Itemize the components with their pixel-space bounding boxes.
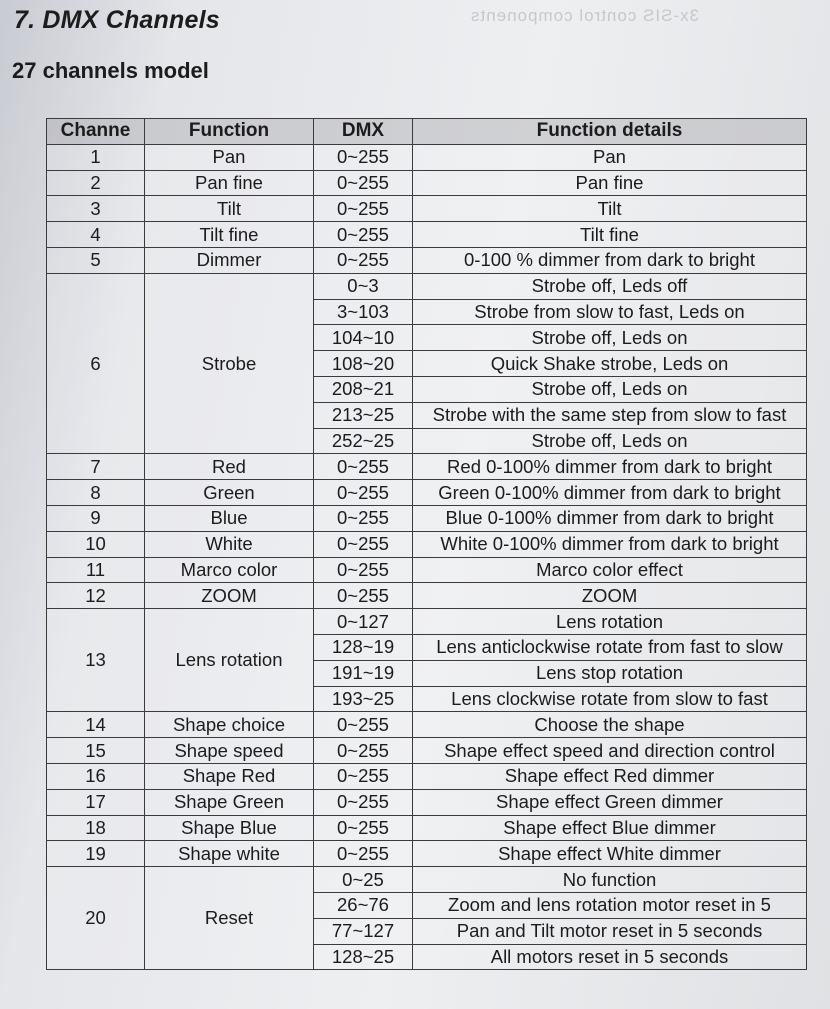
function-details-cell: Red 0-100% dimmer from dark to bright: [413, 454, 807, 480]
header-channel: Channe: [47, 119, 145, 145]
table-row: [47, 815, 807, 841]
function-cell: Pan fine: [145, 170, 314, 196]
dmx-range-cell: 0~255: [314, 841, 413, 867]
header-dmx: DMX: [314, 119, 413, 145]
function-details-cell: Zoom and lens rotation motor reset in 5: [413, 892, 807, 918]
table-body: [47, 144, 807, 970]
function-cell: Tilt fine: [145, 222, 314, 248]
dmx-range-cell: 0~255: [314, 454, 413, 480]
function-details-cell: Marco color effect: [413, 557, 807, 583]
dmx-range-cell: 0~255: [314, 738, 413, 764]
table-row: [47, 763, 807, 789]
function-cell: Pan: [145, 144, 314, 170]
dmx-range-cell: 0~3: [314, 273, 413, 299]
function-cell: Dimmer: [145, 247, 314, 273]
dmx-range-cell: 0~25: [314, 867, 413, 893]
function-details-cell: Shape effect speed and direction control: [413, 738, 807, 764]
function-details-cell: Lens stop rotation: [413, 660, 807, 686]
channel-number-cell: 5: [47, 247, 145, 273]
function-cell: Tilt: [145, 196, 314, 222]
dmx-range-cell: 108~20: [314, 351, 413, 377]
function-details-cell: Lens anticlockwise rotate from fast to slow: [413, 634, 807, 660]
channel-number-cell: 15: [47, 738, 145, 764]
dmx-range-cell: 0~255: [314, 144, 413, 170]
dmx-range-cell: 193~25: [314, 686, 413, 712]
dmx-range-cell: 0~255: [314, 505, 413, 531]
dmx-range-cell: 0~255: [314, 480, 413, 506]
table-row: [47, 196, 807, 222]
table-row: [47, 712, 807, 738]
table-row: [47, 170, 807, 196]
function-cell: Blue: [145, 505, 314, 531]
dmx-range-cell: 0~255: [314, 531, 413, 557]
table-row: [47, 841, 807, 867]
function-details-cell: Shape effect Blue dimmer: [413, 815, 807, 841]
table-row: [47, 867, 807, 893]
function-cell: Shape Red: [145, 763, 314, 789]
function-cell: Red: [145, 454, 314, 480]
dmx-range-cell: 0~255: [314, 222, 413, 248]
function-cell: Shape choice: [145, 712, 314, 738]
channel-number-cell: 6: [47, 273, 145, 454]
dmx-range-cell: 26~76: [314, 892, 413, 918]
channel-number-cell: 2: [47, 170, 145, 196]
dmx-range-cell: 0~255: [314, 247, 413, 273]
function-details-cell: Blue 0-100% dimmer from dark to bright: [413, 505, 807, 531]
function-details-cell: Pan: [413, 144, 807, 170]
channel-number-cell: 8: [47, 480, 145, 506]
channel-number-cell: 7: [47, 454, 145, 480]
function-details-cell: Shape effect White dimmer: [413, 841, 807, 867]
channel-number-cell: 11: [47, 557, 145, 583]
function-details-cell: Pan and Tilt motor reset in 5 seconds: [413, 918, 807, 944]
function-details-cell: Choose the shape: [413, 712, 807, 738]
function-details-cell: All motors reset in 5 seconds: [413, 944, 807, 970]
function-cell: Lens rotation: [145, 609, 314, 712]
dmx-range-cell: 0~255: [314, 789, 413, 815]
function-cell: Shape white: [145, 841, 314, 867]
table-row: [47, 609, 807, 635]
channel-number-cell: 20: [47, 867, 145, 970]
function-details-cell: Strobe off, Leds on: [413, 325, 807, 351]
function-details-cell: Lens clockwise rotate from slow to fast: [413, 686, 807, 712]
function-cell: Reset: [145, 867, 314, 970]
function-details-cell: White 0-100% dimmer from dark to bright: [413, 531, 807, 557]
table-row: [47, 557, 807, 583]
function-details-cell: Green 0-100% dimmer from dark to bright: [413, 480, 807, 506]
function-cell: Shape Blue: [145, 815, 314, 841]
function-cell: White: [145, 531, 314, 557]
channel-number-cell: 1: [47, 144, 145, 170]
dmx-range-cell: 0~255: [314, 763, 413, 789]
channel-number-cell: 10: [47, 531, 145, 557]
channel-number-cell: 19: [47, 841, 145, 867]
function-details-cell: ZOOM: [413, 583, 807, 609]
channel-number-cell: 18: [47, 815, 145, 841]
channel-number-cell: 17: [47, 789, 145, 815]
function-details-cell: Pan fine: [413, 170, 807, 196]
dmx-range-cell: 128~19: [314, 634, 413, 660]
function-cell: Green: [145, 480, 314, 506]
function-details-cell: Strobe off, Leds off: [413, 273, 807, 299]
channel-number-cell: 9: [47, 505, 145, 531]
dmx-range-cell: 0~255: [314, 557, 413, 583]
table-header: [47, 119, 807, 145]
function-cell: ZOOM: [145, 583, 314, 609]
table-row: [47, 247, 807, 273]
table-row: [47, 480, 807, 506]
dmx-range-cell: 104~10: [314, 325, 413, 351]
function-cell: Strobe: [145, 273, 314, 454]
table-row: [47, 738, 807, 764]
header-function-details: Function details: [413, 119, 807, 145]
header-row: [47, 119, 807, 145]
channel-number-cell: 13: [47, 609, 145, 712]
function-cell: Shape Green: [145, 789, 314, 815]
channel-number-cell: 4: [47, 222, 145, 248]
function-details-cell: Strobe from slow to fast, Leds on: [413, 299, 807, 325]
dmx-range-cell: 252~25: [314, 428, 413, 454]
table-row: [47, 454, 807, 480]
function-details-cell: No function: [413, 867, 807, 893]
function-details-cell: Quick Shake strobe, Leds on: [413, 351, 807, 377]
function-cell: Marco color: [145, 557, 314, 583]
function-details-cell: Tilt: [413, 196, 807, 222]
dmx-range-cell: 213~25: [314, 402, 413, 428]
function-details-cell: Tilt fine: [413, 222, 807, 248]
table-row: [47, 144, 807, 170]
dmx-range-cell: 0~255: [314, 712, 413, 738]
dmx-range-cell: 0~255: [314, 815, 413, 841]
table-row: [47, 531, 807, 557]
channel-number-cell: 12: [47, 583, 145, 609]
dmx-range-cell: 0~255: [314, 170, 413, 196]
header-function: Function: [145, 119, 314, 145]
function-details-cell: Strobe with the same step from slow to fast: [413, 402, 807, 428]
model-title: 27 channels model: [12, 58, 209, 83]
channel-number-cell: 16: [47, 763, 145, 789]
dmx-range-cell: 0~255: [314, 196, 413, 222]
table-row: [47, 273, 807, 299]
show-through-text: 3x-SIS control components: [470, 6, 700, 25]
function-details-cell: Lens rotation: [413, 609, 807, 635]
function-details-cell: Shape effect Red dimmer: [413, 763, 807, 789]
dmx-range-cell: 0~127: [314, 609, 413, 635]
table-row: [47, 789, 807, 815]
dmx-range-cell: 3~103: [314, 299, 413, 325]
dmx-range-cell: 0~255: [314, 583, 413, 609]
section-title: 7. DMX Channels: [14, 6, 220, 34]
function-cell: Shape speed: [145, 738, 314, 764]
dmx-channel-table: [46, 118, 807, 970]
dmx-range-cell: 191~19: [314, 660, 413, 686]
function-details-cell: Strobe off, Leds on: [413, 428, 807, 454]
channel-number-cell: 3: [47, 196, 145, 222]
dmx-range-cell: 128~25: [314, 944, 413, 970]
function-details-cell: Shape effect Green dimmer: [413, 789, 807, 815]
dmx-range-cell: 208~21: [314, 376, 413, 402]
table-row: [47, 505, 807, 531]
dmx-range-cell: 77~127: [314, 918, 413, 944]
channel-number-cell: 14: [47, 712, 145, 738]
table-row: [47, 583, 807, 609]
table-row: [47, 222, 807, 248]
function-details-cell: Strobe off, Leds on: [413, 376, 807, 402]
function-details-cell: 0-100 % dimmer from dark to bright: [413, 247, 807, 273]
